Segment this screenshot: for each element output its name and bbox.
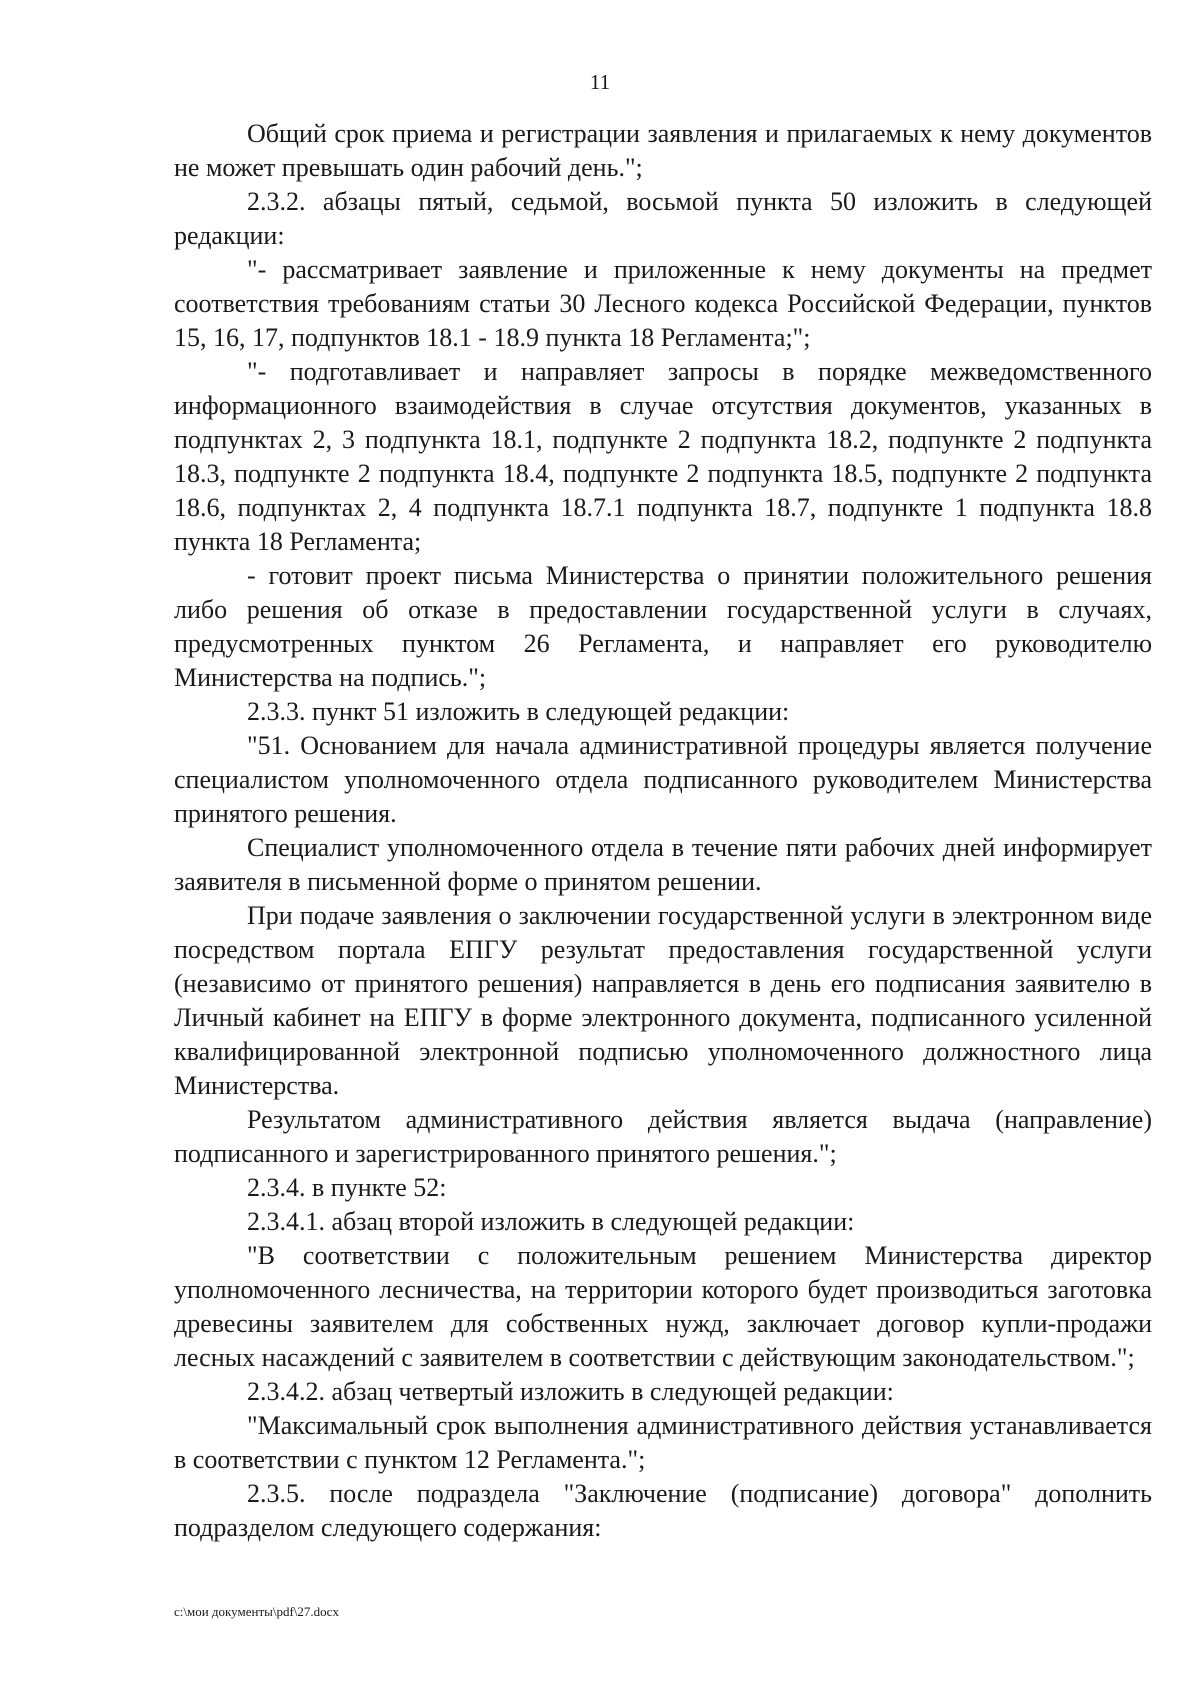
paragraph: Общий срок приема и регистрации заявления и прилагаемых к нему документов не может превышать один рабочий день."; xyxy=(174,119,1152,182)
paragraph: Специалист уполномоченного отдела в течение пяти рабочих дней информирует заявителя в письменной форме о принятом решении. xyxy=(174,833,1152,896)
paragraph: 2.3.2. абзацы пятый, седьмой, восьмой пункта 50 изложить в следующей редакции: xyxy=(174,187,1152,250)
footer-file-path: c:\мои документы\pdf\27.docx xyxy=(174,1604,339,1619)
paragraph: 2.3.4.1. абзац второй изложить в следующей редакции: xyxy=(247,1207,855,1236)
paragraph: 2.3.5. после подраздела "Заключение (подписание) договора" дополнить подразделом следующего содержания: xyxy=(174,1479,1152,1542)
paragraph: Результатом административного действия является выдача (направление) подписанного и зарегистрированного принятого решения."; xyxy=(174,1105,1152,1168)
paragraph: 2.3.3. пункт 51 изложить в следующей редакции: xyxy=(247,697,790,726)
paragraph: "В соответствии с положительным решением Министерства директор уполномоченного лесничества, на территории которого будет производиться заготовка древесины заявителем для собственных нужд, заключает договор купли-продажи лесных насаждений с заявителем в соответствии с действующим законодательством."; xyxy=(174,1241,1152,1372)
paragraph: "51. Основанием для начала административной процедуры является получение специалистом уполномоченного отдела подписанного руководителем Министерства принятого решения. xyxy=(174,731,1152,828)
paragraph: - готовит проект письма Министерства о принятии положительного решения либо решения об отказе в предоставлении государственной услуги в случаях, предусмотренных пунктом 26 Регламента, и направляет его руководителю Министерства на подпись."; xyxy=(174,561,1152,692)
paragraph: "- подготавливает и направляет запросы в порядке межведомственного информационного взаимодействия в случае отсутствия документов, указанных в подпунктах 2, 3 подпункта 18.1, подпункте 2 подпункта 18.2, подпункте 2 подпункта 18.3, подпункте 2 подпункта 18.4, подпункте 2 подпункта 18.5, подпункте 2 подпункта 18.6, подпунктах 2, 4 подпункта 18.7.1 подпункта 18.7, подпункте 1 подпункта 18.8 пункта 18 Регламента; xyxy=(174,357,1152,556)
paragraph: При подаче заявления о заключении государственной услуги в электронном виде посредством портала ЕПГУ результат предоставления государственной услуги (независимо от принятого решения) направляется в день его подписания заявителю в Личный кабинет на ЕПГУ в форме электронного документа, подписанного усиленной квалифицированной электронной подписью уполномоченного должностного лица Министерства. xyxy=(174,901,1152,1100)
paragraph: 2.3.4. в пункте 52: xyxy=(247,1173,447,1202)
page-number: 11 xyxy=(589,70,611,94)
paragraph: "- рассматривает заявление и приложенные к нему документы на предмет соответствия требованиям статьи 30 Лесного кодекса Российской Федерации, пунктов 15, 16, 17, подпунктов 18.1 - 18.9 пункта 18 Регламента;"; xyxy=(174,255,1152,352)
paragraph: "Максимальный срок выполнения административного действия устанавливается в соответствии с пунктом 12 Регламента."; xyxy=(174,1411,1152,1474)
paragraph: 2.3.4.2. абзац четвертый изложить в следующей редакции: xyxy=(247,1377,894,1406)
document-body xyxy=(174,117,1152,1545)
